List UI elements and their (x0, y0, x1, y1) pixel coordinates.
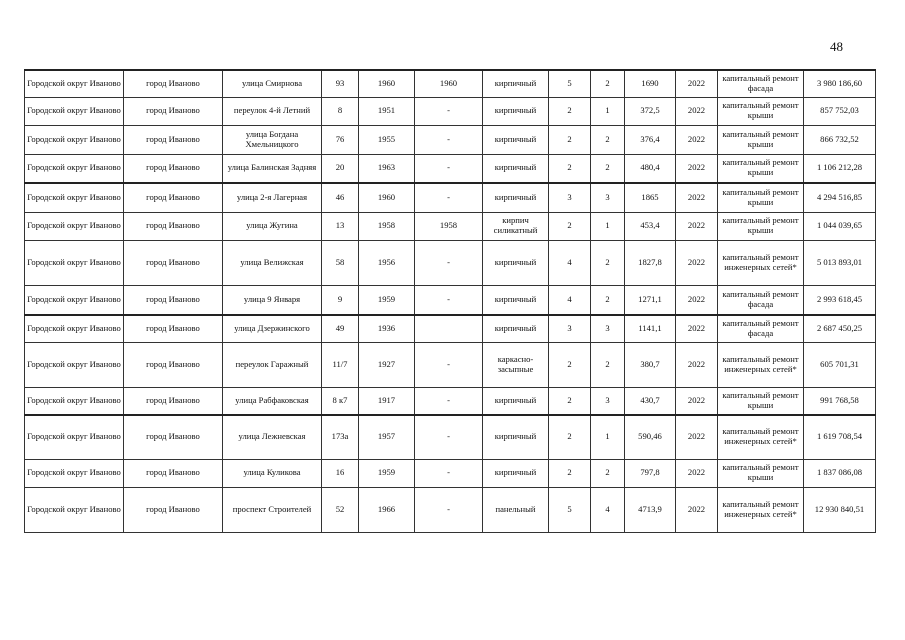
cell-cost: 1 044 039,65 (804, 212, 876, 240)
cell-reconstruction-year: - (415, 97, 483, 125)
table-row (25, 125, 876, 154)
cell-municipality: Городской округ Иваново (25, 183, 124, 212)
cell-area: 372,5 (625, 97, 676, 125)
cell-repair-type: капитальный ремонт фасада (718, 285, 804, 315)
cell-cost: 857 752,03 (804, 97, 876, 125)
cell-cost: 2 993 618,45 (804, 285, 876, 315)
cell-cost: 866 732,52 (804, 125, 876, 154)
cell-house-number: 173а (322, 415, 359, 459)
cell-municipality: Городской округ Иваново (25, 285, 124, 315)
cell-house-number: 16 (322, 459, 359, 487)
cell-repair-type: капитальный ремонт крыши (718, 125, 804, 154)
table-row (25, 415, 876, 459)
cell-cost: 605 701,31 (804, 342, 876, 387)
cell-wall-material: кирпичный (483, 70, 549, 97)
cell-reconstruction-year: - (415, 487, 483, 532)
cell-build-year: 1955 (359, 125, 415, 154)
table-row (25, 183, 876, 212)
cell-area: 1690 (625, 70, 676, 97)
cell-municipality: Городской округ Иваново (25, 415, 124, 459)
table-row (25, 70, 876, 97)
cell-repair-year: 2022 (676, 342, 718, 387)
cell-cost: 2 687 450,25 (804, 315, 876, 342)
cell-wall-material: кирпич силикатный (483, 212, 549, 240)
cell-entrances: 2 (591, 459, 625, 487)
cell-house-number: 13 (322, 212, 359, 240)
cell-area: 1141,1 (625, 315, 676, 342)
cell-municipality: Городской округ Иваново (25, 125, 124, 154)
cell-area: 453,4 (625, 212, 676, 240)
cell-floors: 2 (549, 459, 591, 487)
cell-wall-material: кирпичный (483, 415, 549, 459)
cell-cost: 5 013 893,01 (804, 240, 876, 285)
cell-repair-year: 2022 (676, 97, 718, 125)
cell-area: 1271,1 (625, 285, 676, 315)
cell-entrances: 1 (591, 415, 625, 459)
cell-municipality: Городской округ Иваново (25, 97, 124, 125)
cell-entrances: 3 (591, 387, 625, 415)
cell-build-year: 1960 (359, 70, 415, 97)
cell-reconstruction-year: 1958 (415, 212, 483, 240)
cell-entrances: 2 (591, 342, 625, 387)
cell-repair-year: 2022 (676, 315, 718, 342)
cell-reconstruction-year: 1960 (415, 70, 483, 97)
cell-repair-type: капитальный ремонт фасада (718, 315, 804, 342)
table-row (25, 285, 876, 315)
cell-municipality: Городской округ Иваново (25, 315, 124, 342)
cell-floors: 3 (549, 315, 591, 342)
cell-area: 4713,9 (625, 487, 676, 532)
cell-house-number: 52 (322, 487, 359, 532)
cell-repair-type: капитальный ремонт крыши (718, 183, 804, 212)
cell-house-number: 8 к7 (322, 387, 359, 415)
cell-street: улица Дзержинского (223, 315, 322, 342)
cell-repair-year: 2022 (676, 487, 718, 532)
cell-area: 376,4 (625, 125, 676, 154)
cell-house-number: 58 (322, 240, 359, 285)
cell-house-number: 49 (322, 315, 359, 342)
cell-build-year: 1951 (359, 97, 415, 125)
cell-street: улица Жугина (223, 212, 322, 240)
table-row (25, 315, 876, 342)
cell-wall-material: кирпичный (483, 459, 549, 487)
cell-house-number: 11/7 (322, 342, 359, 387)
cell-wall-material: кирпичный (483, 183, 549, 212)
cell-repair-type: капитальный ремонт крыши (718, 212, 804, 240)
table-row (25, 97, 876, 125)
cell-floors: 4 (549, 285, 591, 315)
cell-municipality: Городской округ Иваново (25, 70, 124, 97)
cell-repair-year: 2022 (676, 240, 718, 285)
cell-build-year: 1917 (359, 387, 415, 415)
cell-municipality: Городской округ Иваново (25, 487, 124, 532)
cell-municipality: Городской округ Иваново (25, 240, 124, 285)
cell-cost: 1 837 086,08 (804, 459, 876, 487)
cell-repair-year: 2022 (676, 183, 718, 212)
cell-municipality: Городской округ Иваново (25, 459, 124, 487)
cell-reconstruction-year: - (415, 125, 483, 154)
cell-entrances: 2 (591, 240, 625, 285)
cell-repair-year: 2022 (676, 125, 718, 154)
cell-settlement: город Иваново (124, 387, 223, 415)
cell-house-number: 20 (322, 154, 359, 183)
cell-reconstruction-year: - (415, 240, 483, 285)
table-row (25, 240, 876, 285)
cell-repair-year: 2022 (676, 459, 718, 487)
cell-repair-year: 2022 (676, 285, 718, 315)
cell-entrances: 2 (591, 125, 625, 154)
buildings-table (24, 69, 876, 533)
cell-street: переулок Гаражный (223, 342, 322, 387)
cell-entrances: 3 (591, 315, 625, 342)
cell-municipality: Городской округ Иваново (25, 212, 124, 240)
cell-floors: 2 (549, 97, 591, 125)
cell-house-number: 8 (322, 97, 359, 125)
cell-house-number: 93 (322, 70, 359, 97)
cell-repair-type: капитальный ремонт крыши (718, 459, 804, 487)
cell-repair-type: капитальный ремонт фасада (718, 70, 804, 97)
cell-cost: 991 768,58 (804, 387, 876, 415)
cell-street: улица Рабфаковская (223, 387, 322, 415)
cell-build-year: 1959 (359, 285, 415, 315)
cell-build-year: 1963 (359, 154, 415, 183)
cell-street: улица Куликова (223, 459, 322, 487)
cell-cost: 1 106 212,28 (804, 154, 876, 183)
table-row (25, 387, 876, 415)
cell-house-number: 46 (322, 183, 359, 212)
cell-cost: 4 294 516,85 (804, 183, 876, 212)
cell-settlement: город Иваново (124, 415, 223, 459)
cell-reconstruction-year (415, 315, 483, 342)
cell-repair-type: капитальный ремонт инженерных сетей* (718, 415, 804, 459)
cell-entrances: 2 (591, 154, 625, 183)
cell-settlement: город Иваново (124, 487, 223, 532)
cell-municipality: Городской округ Иваново (25, 387, 124, 415)
cell-reconstruction-year: - (415, 183, 483, 212)
cell-floors: 2 (549, 125, 591, 154)
cell-reconstruction-year: - (415, 285, 483, 315)
cell-area: 590,46 (625, 415, 676, 459)
cell-cost: 1 619 708,54 (804, 415, 876, 459)
cell-build-year: 1958 (359, 212, 415, 240)
cell-street: улица Лежневская (223, 415, 322, 459)
cell-street: проспект Строителей (223, 487, 322, 532)
cell-area: 380,7 (625, 342, 676, 387)
cell-wall-material: кирпичный (483, 125, 549, 154)
cell-build-year: 1960 (359, 183, 415, 212)
cell-reconstruction-year: - (415, 415, 483, 459)
cell-repair-type: капитальный ремонт инженерных сетей* (718, 342, 804, 387)
cell-street: улица 2-я Лагерная (223, 183, 322, 212)
cell-repair-type: капитальный ремонт инженерных сетей* (718, 487, 804, 532)
cell-street: улица Смирнова (223, 70, 322, 97)
cell-area: 797,8 (625, 459, 676, 487)
cell-floors: 2 (549, 415, 591, 459)
cell-settlement: город Иваново (124, 97, 223, 125)
cell-reconstruction-year: - (415, 459, 483, 487)
cell-reconstruction-year: - (415, 154, 483, 183)
cell-area: 430,7 (625, 387, 676, 415)
cell-settlement: город Иваново (124, 183, 223, 212)
cell-reconstruction-year: - (415, 387, 483, 415)
cell-floors: 2 (549, 154, 591, 183)
cell-house-number: 9 (322, 285, 359, 315)
cell-repair-year: 2022 (676, 387, 718, 415)
cell-repair-year: 2022 (676, 212, 718, 240)
cell-settlement: город Иваново (124, 285, 223, 315)
cell-build-year: 1957 (359, 415, 415, 459)
cell-repair-type: капитальный ремонт инженерных сетей* (718, 240, 804, 285)
cell-settlement: город Иваново (124, 459, 223, 487)
table-row (25, 154, 876, 183)
cell-repair-year: 2022 (676, 154, 718, 183)
cell-street: улица Велижская (223, 240, 322, 285)
cell-floors: 3 (549, 183, 591, 212)
table-row (25, 342, 876, 387)
cell-street: улица Балинская Задняя (223, 154, 322, 183)
cell-entrances: 2 (591, 285, 625, 315)
cell-floors: 4 (549, 240, 591, 285)
cell-repair-year: 2022 (676, 415, 718, 459)
cell-settlement: город Иваново (124, 240, 223, 285)
cell-settlement: город Иваново (124, 154, 223, 183)
cell-street: улица Богдана Хмельницкого (223, 125, 322, 154)
cell-build-year: 1956 (359, 240, 415, 285)
cell-street: переулок 4-й Летний (223, 97, 322, 125)
cell-build-year: 1966 (359, 487, 415, 532)
page-number: 48 (830, 39, 843, 54)
cell-repair-year: 2022 (676, 70, 718, 97)
cell-area: 1827,8 (625, 240, 676, 285)
cell-wall-material: кирпичный (483, 154, 549, 183)
cell-build-year: 1959 (359, 459, 415, 487)
cell-repair-type: капитальный ремонт крыши (718, 97, 804, 125)
cell-entrances: 1 (591, 212, 625, 240)
cell-floors: 2 (549, 387, 591, 415)
cell-settlement: город Иваново (124, 212, 223, 240)
cell-build-year: 1936 (359, 315, 415, 342)
cell-build-year: 1927 (359, 342, 415, 387)
table-row (25, 212, 876, 240)
table-row (25, 487, 876, 532)
cell-wall-material: кирпичный (483, 285, 549, 315)
cell-entrances: 3 (591, 183, 625, 212)
cell-floors: 5 (549, 70, 591, 97)
cell-wall-material: кирпичный (483, 97, 549, 125)
cell-municipality: Городской округ Иваново (25, 342, 124, 387)
cell-wall-material: каркасно-засыпные (483, 342, 549, 387)
cell-street: улица 9 Января (223, 285, 322, 315)
cell-wall-material: кирпичный (483, 315, 549, 342)
cell-floors: 5 (549, 487, 591, 532)
cell-cost: 3 980 186,60 (804, 70, 876, 97)
cell-entrances: 1 (591, 97, 625, 125)
cell-settlement: город Иваново (124, 342, 223, 387)
cell-settlement: город Иваново (124, 125, 223, 154)
cell-settlement: город Иваново (124, 315, 223, 342)
cell-repair-type: капитальный ремонт крыши (718, 154, 804, 183)
cell-entrances: 2 (591, 70, 625, 97)
cell-repair-type: капитальный ремонт крыши (718, 387, 804, 415)
cell-area: 480,4 (625, 154, 676, 183)
cell-settlement: город Иваново (124, 70, 223, 97)
table-row (25, 459, 876, 487)
cell-area: 1865 (625, 183, 676, 212)
cell-floors: 2 (549, 342, 591, 387)
cell-entrances: 4 (591, 487, 625, 532)
cell-cost: 12 930 840,51 (804, 487, 876, 532)
cell-municipality: Городской округ Иваново (25, 154, 124, 183)
cell-wall-material: кирпичный (483, 387, 549, 415)
cell-reconstruction-year: - (415, 342, 483, 387)
cell-house-number: 76 (322, 125, 359, 154)
cell-wall-material: кирпичный (483, 240, 549, 285)
cell-floors: 2 (549, 212, 591, 240)
cell-wall-material: панельный (483, 487, 549, 532)
